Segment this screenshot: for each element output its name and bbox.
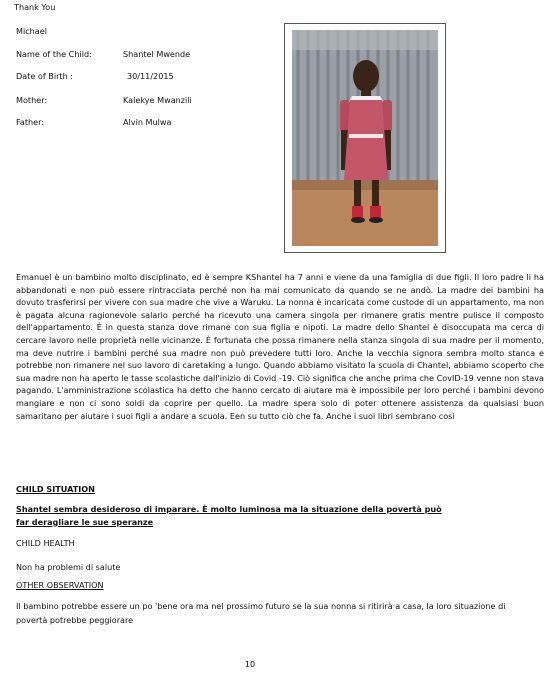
page-number: 10 xyxy=(244,659,256,669)
mother-value: Kalekye Mwanzili xyxy=(123,95,192,105)
child-health-heading: CHILD HEALTH xyxy=(16,538,75,548)
other-observation-text: Il bambino potrebbe essere un po 'bene ora ma nel prossimo futuro se la sua nonna si ritirirà a casa, la loro situazione di povertà potrebbe peggiorare xyxy=(16,601,506,625)
mother-label: Mother: xyxy=(16,95,48,105)
dob-label: Date of Birth : xyxy=(16,71,74,81)
other-observation-heading: OTHER OBSERVATION xyxy=(16,580,104,590)
story-paragraph: Emanuel è un bambino molto disciplinato, ed è sempre KShantel ha 7 anni e viene da una famiglia di due figli. Il loro padre li ha abbandonati e non può essere rintracciata perché non ha mai comunicato da quando se ne andò. La madre dei bambini ha dovuto trasferirsi per vivere con sua madre che vive a Waruku. La nonna è incaricata come custode di un appartamento, ma non è pagata alcuna ragionevole salario perché ha ricevuto una camera singola per rimanere gratis mentre pulisce il composto dell'appartamento. È in questa stanza dove rimane con sua figlia e nipoti. La madre dello Shantel è disoccupata ma cerca di cercare lavoro nelle proprietà nelle vicinanze. È fortunata che possa rimanere nella stanza singola di sua madre per il momento, ma deve nutrire i bambini perché sua madre non può prevedere tutti loro. Anche la vecchia signora sembra molto stanca e potrebbe non rimanere nel suo lavoro di caretaking a lungo. Quando abbiamo visitato la scuola di Chantel, abbiamo scoperto che sua madre non ha aperto le tasse scolastiche dall'inizio di Covid -19. Ciò significa che anche prima che CovID-19 venne non stava pagando. L'amministrazione scolastica ha detto che hanno cercato di aiutare ma è impossibile per loro perché i bambini devono mangiare e non ci sono soldi da coprire per quello. La madre spera solo di poter ottenere assistenza da qualsiasi buon samaritano per aiutare i suoi figli a andare a scuola. Een su tutto ciò che fa. Anche i suoi libri sembrano così xyxy=(16,272,544,421)
child-photo-frame xyxy=(284,23,446,253)
thank-you-text: Thank You xyxy=(14,2,56,12)
child-situation-heading: CHILD SITUATION xyxy=(16,484,95,494)
father-value: Alvin Mulwa xyxy=(123,117,172,127)
child-photo xyxy=(292,30,438,246)
child-situation-text: Shantel sembra desideroso di imparare. È molto luminosa ma la situazione della povertà può far deragliare le sue speranze xyxy=(16,504,442,527)
child-name-label: Name of the Child: xyxy=(16,49,92,59)
father-label: Father: xyxy=(16,117,45,127)
sponsor-name: Michael xyxy=(16,26,47,36)
child-name-value: Shantel Mwende xyxy=(123,49,191,59)
child-health-text: Non ha problemi di salute xyxy=(16,562,121,572)
dob-value: 30/11/2015 xyxy=(127,71,174,81)
